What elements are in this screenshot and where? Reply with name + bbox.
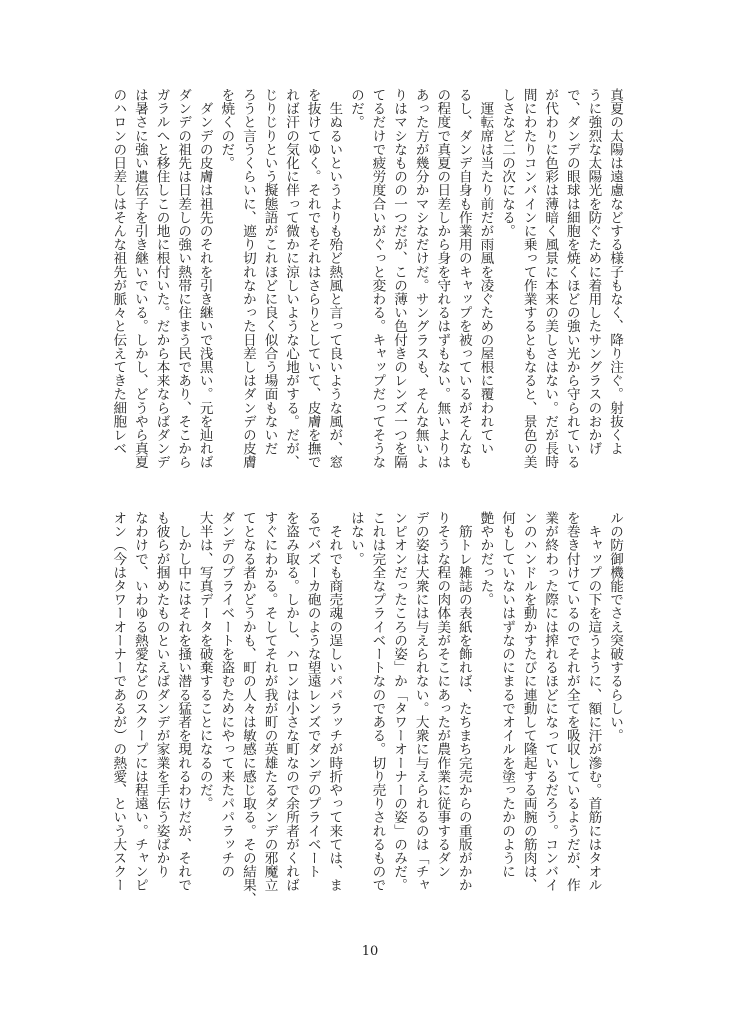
text-line: これは完全なプライベートなのである。切り売りされるもので	[369, 511, 386, 892]
text-line: ダンデのプライベートを盗むためにやって来たパパラッチの	[218, 511, 235, 879]
text-line: りそうな程の肉体美がそこにあったが農作業に従事するダン	[434, 511, 451, 879]
text-line: ダンデの祖先は日差しの強い熱帯に住まう民であり、そこから	[175, 88, 192, 469]
text-line: はない。	[347, 511, 364, 566]
text-line: のハロンの日差しはそんな祖先が脈々と伝えてきた細胞レベ	[110, 88, 127, 456]
text-line: オン（今はタワーオーナーであるが）の熱愛、という大スクー	[110, 511, 127, 892]
text-line: が代わりに色彩は薄暗く風景に本来の美しさはない。だが長時	[542, 88, 559, 469]
text-line: を抜けてゆく。それでもそれはさらりとしていて、皮膚を撫で	[304, 88, 321, 469]
text-line: ダンデの皮膚は祖先のそれを引き継いで浅黒い。元を辿れば	[196, 88, 213, 469]
text-line: 間にわたりコンバインに乗って作業するともなると、景色の美	[520, 88, 537, 469]
page-number: 10	[361, 944, 379, 959]
text-line: 運転席は当たり前だが雨風を凌ぐための屋根に覆われてい	[477, 88, 494, 456]
text-line: を盗み取る。しかし、ハロンは小さな町なので余所者がくれば	[283, 511, 300, 892]
text-line: デの姿は大衆には与えられない。大衆に与えられるのは「チャ	[412, 511, 429, 892]
text-line: ルの防御機能でさえ突破するらしい。	[607, 511, 623, 743]
text-line: るし、ダンデ自身も作業用のキャップを被っているがそんなも	[455, 88, 472, 469]
text-line: すぐにわかる。そしてそれが我が町の英雄たるダンデの邪魔立	[261, 511, 278, 892]
text-line: れば汗の気化に伴って微かに涼しいような心地がする。だが、	[283, 88, 300, 469]
text-line: しかし中にはそれを掻い潜る猛者を現れるわけだが、それで	[175, 511, 192, 892]
text-line: りはマシなものの一つだが、この薄い色付きのレンズ一つを隔	[391, 88, 408, 469]
text-line: なわけで、いわゆる熱愛などのスクープには程遠い。チャンピ	[131, 511, 148, 892]
text-line: 業が終わった際には搾れるほどになっているだろう。コンバイ	[542, 511, 559, 892]
text-line: あった方が幾分かマシなだけだ。サングラスも、そんな無いよ	[412, 88, 429, 469]
text-line: キャップの下を這うように、額に汗が滲む。首筋にはタオル	[585, 511, 602, 892]
text-line: 生ぬるいというよりも殆ど熱風と言って良いような風が、窓	[326, 88, 343, 469]
text-line: てとなる者かどうかも、町の人々は敏感に感じ取る。その結果、	[239, 511, 256, 906]
text-line: ろうと言うくらいに、遮り切れなかった日差しはダンデの皮膚	[239, 88, 256, 469]
text-line: うに強烈な太陽光を防ぐために着用したサングラスのおかげ	[585, 88, 602, 456]
text-line: ンピオンだったころの姿」か「タワーオーナーの姿」のみだ。	[391, 511, 408, 892]
text-line: じりじりという擬態語がこれほどに良く似合う場面もないだ	[261, 88, 278, 456]
text-line: 筋トレ雑誌の表紙を飾れば、たちまち完売からの重版がかか	[455, 511, 472, 892]
text-line: しさなど二の次になる。	[499, 88, 516, 238]
text-line: それでも商売魂の逞しいパパラッチが時折やって来ては、ま	[326, 511, 343, 892]
text-line: の程度で真夏の日差しから身を守れるはずもない。無いよりは	[434, 88, 451, 469]
text-block-bottom	[105, 511, 625, 911]
text-line: 何もしていないはずなのにまるでオイルを塗ったかのように	[499, 511, 516, 879]
text-line: 艶やかだった。	[477, 511, 494, 607]
text-line: 大半は、写真データを破棄することになるのだ。	[196, 511, 213, 811]
text-line: を焼くのだ。	[218, 88, 235, 170]
text-block-top	[105, 88, 625, 488]
text-line: で、ダンデの眼球は細胞を焼くほどの強い光から守られている	[563, 88, 580, 469]
text-line: のだ。	[347, 88, 364, 129]
text-line: 真夏の太陽は遠慮などする様子もなく、降り注ぐ。射抜くよ	[607, 88, 623, 456]
text-line: るでバズーカ砲のような望遠レンズでダンデのプライベート	[304, 511, 321, 879]
text-line: を巻き付けているのでそれが全てを吸収しているようだが、作	[563, 511, 580, 892]
text-line: ガラルへと移住しこの地に根付いた。だから本来ならばダンデ	[153, 88, 170, 469]
text-line: は暑さに強い遺伝子を引き継いでいる。しかし、どうやら真夏	[131, 88, 148, 469]
text-line: ンのハンドルを動かすたびに連動して隆起する両腕の筋肉は、	[520, 511, 537, 892]
text-line: てるだけで疲労度合いがぐっと変わる。キャップだってそうな	[369, 88, 386, 469]
text-line: も彼らが掴めたものといえばダンデが家業を手伝う姿ばかり	[153, 511, 170, 879]
